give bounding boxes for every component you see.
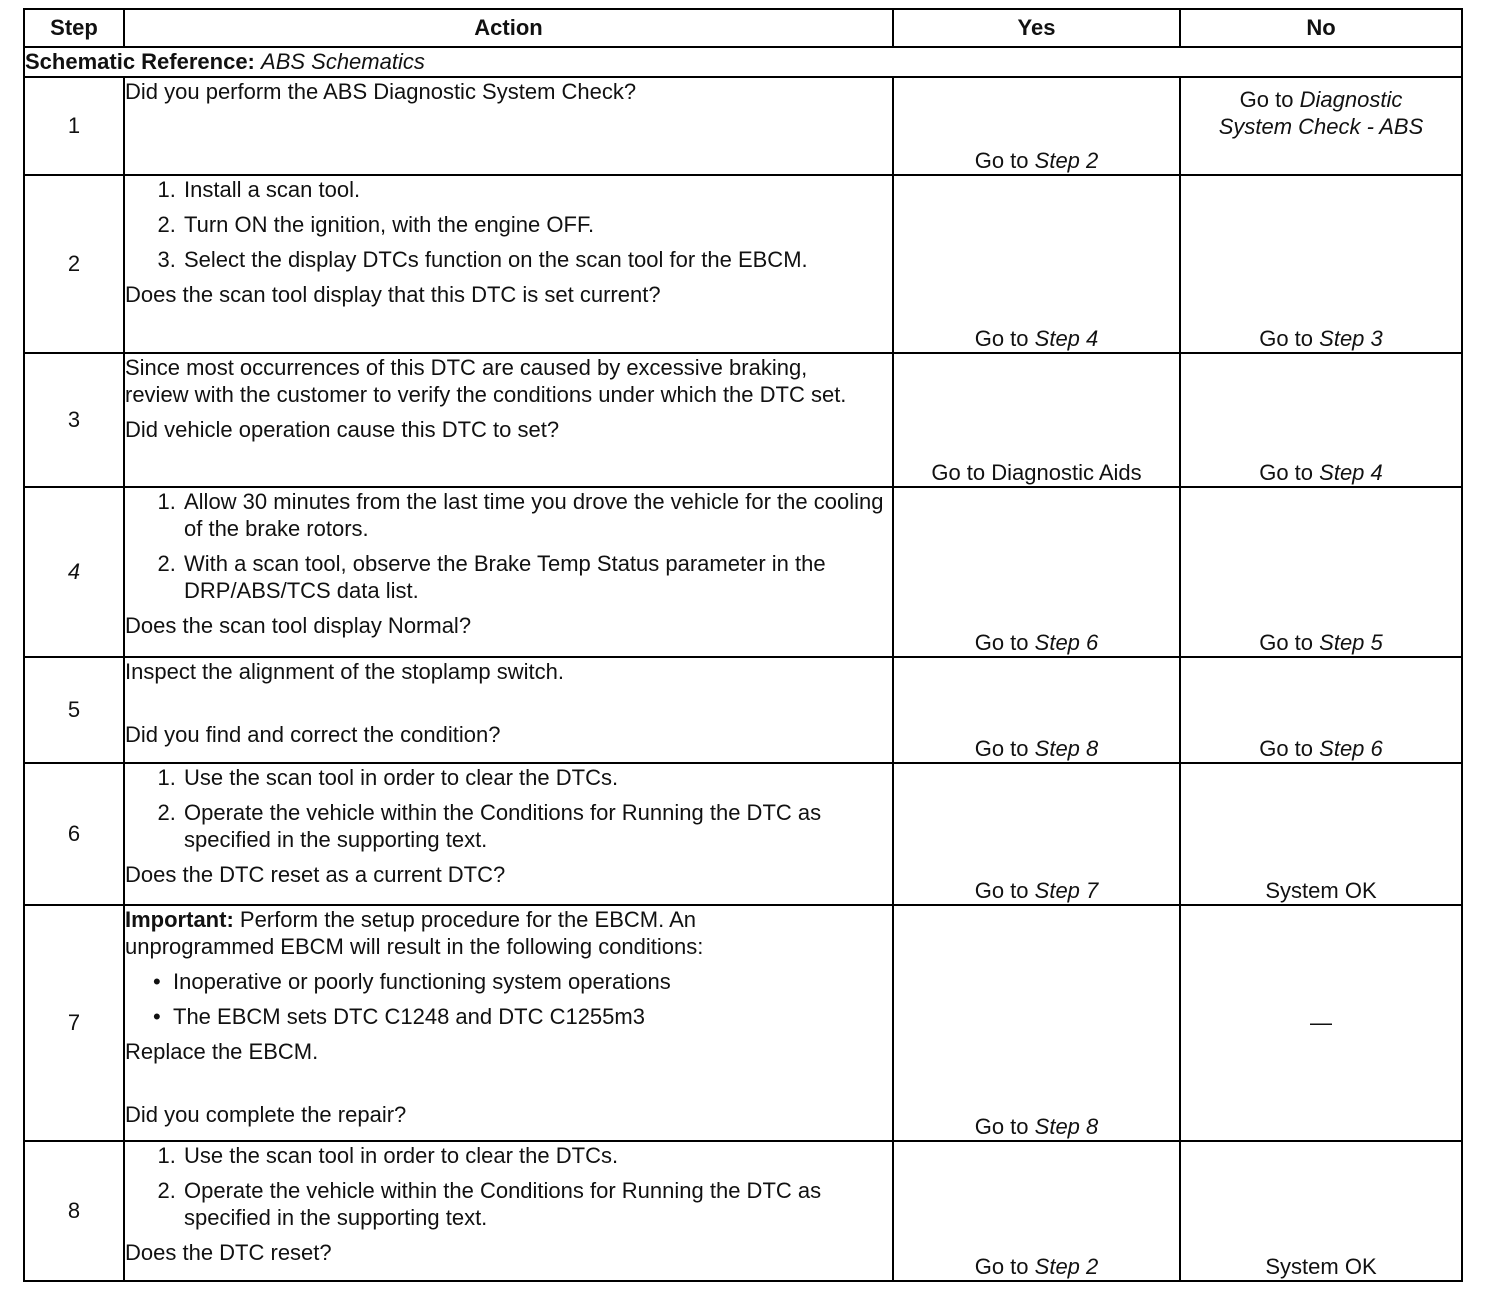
header-step: Step [24,9,124,47]
goto-text: Go to [974,326,1029,351]
list-item: • The EBCM sets DTC C1248 and DTC C1255m3 [173,1003,892,1030]
no-target: Step 5 [1319,630,1383,655]
list-item: 1. Use the scan tool in order to clear the DTCs. [182,764,892,791]
schematic-reference-row [24,47,1462,77]
step-number: 3 [24,353,124,487]
action-cell [124,1141,893,1281]
yes-cell [893,657,1180,763]
yes-target: Step 2 [1034,1254,1099,1279]
step-number: 5 [24,657,124,763]
list-item: 1. Use the scan tool in order to clear the DTCs. [182,1142,892,1169]
important-label: Important: [125,907,234,932]
goto-text: Go to [974,1254,1029,1279]
question: Did you find and correct the condition? [125,722,501,747]
table-row [24,487,1462,657]
yes-cell [893,175,1180,353]
table-row [24,175,1462,353]
list-item: 2. With a scan tool, observe the Brake Temp Status parameter in the DRP/ABS/TCS data list. [182,550,892,604]
no-cell: System OK [1180,1141,1462,1281]
yes-target: Step 7 [1034,878,1099,903]
action-list [125,764,892,853]
goto-text: Go to [974,736,1029,761]
goto-text: Go to [974,878,1029,903]
step-number: 4 [24,487,124,657]
list-item: 2. Operate the vehicle within the Conditions for Running the DTC as specified in the supporting text. [182,1177,892,1231]
step-number: 2 [24,175,124,353]
step-number: 8 [24,1141,124,1281]
yes-cell [893,487,1180,657]
goto-text: Go to [974,1114,1029,1139]
yes-cell [893,763,1180,905]
yes-target: Step 2 [1034,148,1099,173]
action-list [125,1142,892,1231]
list-item: 2. Operate the vehicle within the Conditions for Running the DTC as specified in the supporting text. [182,799,892,853]
yes-cell: Go to Diagnostic Aids [893,353,1180,487]
table-row [24,1141,1462,1281]
step-number: 6 [24,763,124,905]
table-row [24,657,1462,763]
goto-text: Go to [1259,736,1314,761]
condition-list [125,968,892,1030]
diagnostic-table [23,8,1463,1282]
step-number: 7 [24,905,124,1141]
no-target: Diagnostic [1299,87,1403,112]
yes-cell [893,905,1180,1141]
yes-target: Step 8 [1034,736,1099,761]
important-text: Perform the setup procedure for the EBCM. An unprogrammed EBCM will result in the following conditions: [125,907,704,959]
action-list [125,176,892,273]
step-number: 1 [24,77,124,175]
list-item: 1. Allow 30 minutes from the last time you drove the vehicle for the cooling of the brake rotors. [182,488,892,542]
yes-target: Step 6 [1034,630,1099,655]
no-target: System Check - ABS [1218,114,1424,139]
no-cell [1180,175,1462,353]
table-row [24,763,1462,905]
question: Does the scan tool display Normal? [125,613,472,638]
reference-label: Schematic Reference: [25,49,255,74]
action-cell [124,763,893,905]
goto-text: Go to [974,148,1029,173]
yes-cell [893,77,1180,175]
list-item: 1. Install a scan tool. [182,176,892,203]
no-target: Step 6 [1319,736,1383,761]
schematic-reference [24,47,1462,77]
action-cell [124,905,893,1141]
list-item: 3. Select the display DTCs function on the scan tool for the EBCM. [182,246,892,273]
action-cell [124,353,893,487]
action-cell [124,657,893,763]
action-cell [124,77,893,175]
action-text: Replace the EBCM. [125,1039,319,1064]
no-target: Step 3 [1319,326,1383,351]
header-row [24,9,1462,47]
yes-target: Step 8 [1034,1114,1099,1139]
no-cell [1180,487,1462,657]
header-yes: Yes [893,9,1180,47]
action-cell [124,175,893,353]
goto-text: Go to [1239,87,1294,112]
no-cell: System OK [1180,763,1462,905]
action-list [125,488,892,604]
action-cell [124,487,893,657]
action-text: Inspect the alignment of the stoplamp switch. [125,659,565,684]
list-item: • Inoperative or poorly functioning system operations [173,968,892,995]
no-cell [1180,657,1462,763]
header-action: Action [124,9,893,47]
question: Does the DTC reset? [125,1240,332,1265]
question: Does the DTC reset as a current DTC? [125,862,506,887]
important-note [125,906,892,960]
no-cell: — [1180,905,1462,1141]
table-row [24,353,1462,487]
list-item: 2. Turn ON the ignition, with the engine OFF. [182,211,892,238]
question: Did you perform the ABS Diagnostic System Check? [125,79,637,104]
goto-text: Go to [1259,630,1314,655]
action-text: Since most occurrences of this DTC are caused by excessive braking, review with the customer to verify the conditions under which the DTC set. [125,355,847,407]
no-cell [1180,77,1462,175]
yes-target: Step 4 [1034,326,1099,351]
table-row [24,77,1462,175]
goto-text: Go to [1259,460,1314,485]
table-row [24,905,1462,1141]
goto-text: Go to [974,630,1029,655]
yes-cell [893,1141,1180,1281]
no-target: Step 4 [1319,460,1383,485]
question: Does the scan tool display that this DTC is set current? [125,282,661,307]
question: Did you complete the repair? [125,1102,407,1127]
no-cell [1180,353,1462,487]
header-no: No [1180,9,1462,47]
reference-value: ABS Schematics [261,49,425,74]
goto-text: Go to [1259,326,1314,351]
question: Did vehicle operation cause this DTC to set? [125,417,560,442]
